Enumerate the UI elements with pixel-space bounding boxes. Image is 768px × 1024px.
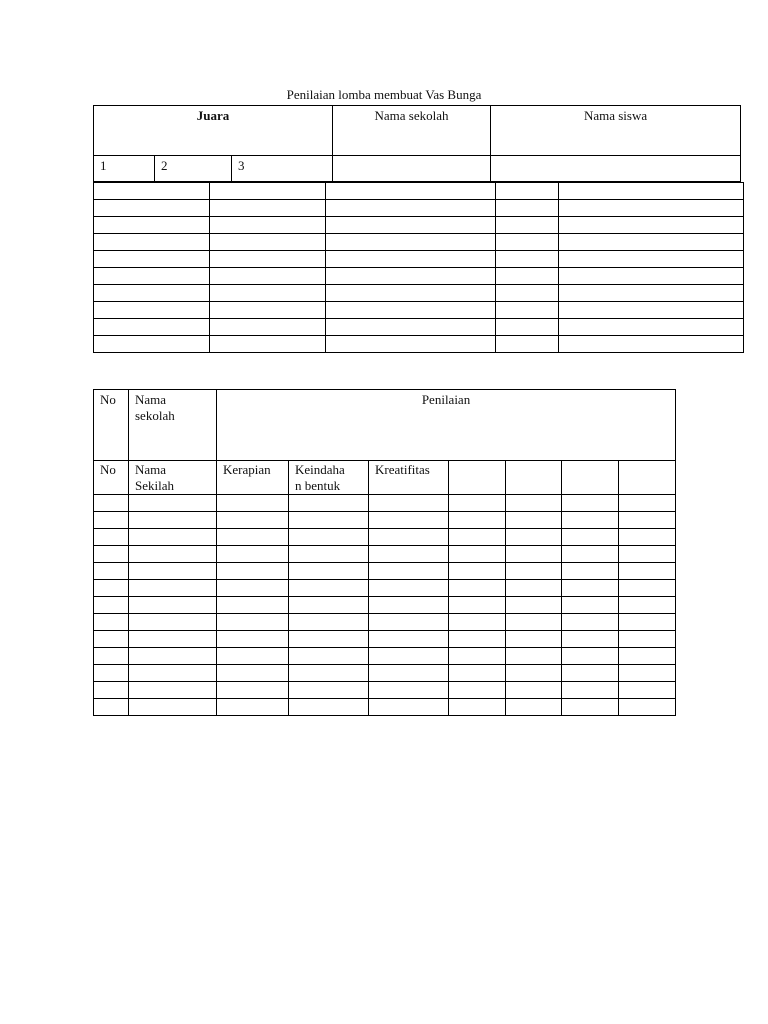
score-column-9	[619, 461, 676, 495]
table-row	[94, 631, 676, 648]
table-cell	[496, 336, 559, 353]
keindahan-bentuk-subheader: Keindaha n bentuk	[289, 461, 369, 495]
table-cell	[289, 512, 369, 529]
table-cell	[217, 665, 289, 682]
table-cell	[326, 217, 496, 234]
table-cell	[496, 251, 559, 268]
table-cell	[129, 546, 217, 563]
table-cell	[562, 512, 619, 529]
rank-3-cell: 3	[232, 156, 333, 182]
table-cell	[326, 268, 496, 285]
table-cell	[217, 597, 289, 614]
table-row	[94, 648, 676, 665]
table-row	[94, 682, 676, 699]
table-cell	[449, 563, 506, 580]
table-cell	[369, 648, 449, 665]
juara-header: Juara	[94, 106, 333, 156]
table-cell	[326, 234, 496, 251]
table-cell	[129, 665, 217, 682]
table-cell	[326, 302, 496, 319]
table-cell	[369, 614, 449, 631]
table-cell	[506, 580, 562, 597]
table-cell	[217, 512, 289, 529]
table-cell	[129, 563, 217, 580]
table-cell	[449, 580, 506, 597]
table-cell	[129, 529, 217, 546]
table-cell	[559, 183, 744, 200]
table-cell	[496, 217, 559, 234]
table-cell	[619, 546, 676, 563]
table-cell	[562, 665, 619, 682]
table-cell	[289, 495, 369, 512]
rank-1-cell: 1	[94, 156, 155, 182]
table-cell	[129, 495, 217, 512]
table-cell	[217, 699, 289, 716]
table-cell	[562, 614, 619, 631]
table-row	[94, 268, 744, 285]
kreatifitas-subheader: Kreatifitas	[369, 461, 449, 495]
table-cell	[210, 268, 326, 285]
table-cell	[449, 597, 506, 614]
table-cell	[94, 251, 210, 268]
table-cell	[217, 648, 289, 665]
table-cell	[496, 183, 559, 200]
table-cell	[94, 302, 210, 319]
table-cell	[289, 614, 369, 631]
table-row	[94, 699, 676, 716]
table-cell	[506, 665, 562, 682]
penilaian-header: Penilaian	[217, 390, 676, 461]
table-cell	[559, 251, 744, 268]
table-cell	[506, 546, 562, 563]
table-cell	[289, 597, 369, 614]
table-cell	[449, 631, 506, 648]
table-cell	[94, 495, 129, 512]
table-cell	[94, 631, 129, 648]
table-cell	[559, 217, 744, 234]
table-cell	[496, 268, 559, 285]
page-title: Penilaian lomba membuat Vas Bunga	[286, 87, 482, 102]
winners-table	[93, 105, 741, 182]
table-row	[94, 665, 676, 682]
table-cell	[129, 580, 217, 597]
table-cell	[129, 512, 217, 529]
table-cell	[289, 546, 369, 563]
table-cell	[94, 699, 129, 716]
table-cell	[369, 529, 449, 546]
table-row	[94, 614, 676, 631]
table-cell	[129, 597, 217, 614]
table-cell	[94, 183, 210, 200]
table-cell	[619, 597, 676, 614]
table-cell	[496, 234, 559, 251]
table-cell	[94, 217, 210, 234]
table-cell	[210, 234, 326, 251]
table-cell	[326, 319, 496, 336]
table-cell	[210, 200, 326, 217]
table-cell	[129, 682, 217, 699]
table-cell	[496, 285, 559, 302]
table-cell	[210, 319, 326, 336]
table-cell	[94, 285, 210, 302]
kerapian-subheader: Kerapian	[217, 461, 289, 495]
table-cell	[210, 336, 326, 353]
table-cell	[506, 512, 562, 529]
table-cell	[94, 319, 210, 336]
table-cell	[210, 183, 326, 200]
table-cell	[326, 285, 496, 302]
no-header: No	[94, 390, 129, 461]
table-cell	[449, 665, 506, 682]
table-cell	[506, 529, 562, 546]
table-cell	[369, 580, 449, 597]
table-cell	[619, 631, 676, 648]
table-row	[94, 580, 676, 597]
table-cell	[326, 183, 496, 200]
scoring-table	[93, 389, 676, 716]
score-column-6	[449, 461, 506, 495]
table-cell	[217, 495, 289, 512]
table-cell	[326, 200, 496, 217]
table-row	[94, 319, 744, 336]
table-cell	[619, 665, 676, 682]
table-cell	[289, 699, 369, 716]
table-cell	[94, 512, 129, 529]
table-cell	[619, 682, 676, 699]
table-row	[94, 234, 744, 251]
table-cell	[94, 268, 210, 285]
table-cell	[94, 234, 210, 251]
table-cell	[562, 597, 619, 614]
table-cell	[559, 336, 744, 353]
table-cell	[449, 682, 506, 699]
table-cell	[217, 614, 289, 631]
nama-sekolah-header: Nama sekolah	[129, 390, 217, 461]
table-cell	[562, 648, 619, 665]
table-cell	[326, 251, 496, 268]
table-cell	[619, 648, 676, 665]
table-cell	[496, 302, 559, 319]
table-cell	[289, 563, 369, 580]
table-cell	[210, 217, 326, 234]
table-cell	[94, 597, 129, 614]
table-cell	[129, 614, 217, 631]
table-cell	[562, 580, 619, 597]
table-row	[94, 251, 744, 268]
table-cell	[289, 529, 369, 546]
table-cell	[559, 285, 744, 302]
table-cell	[217, 631, 289, 648]
table-cell	[94, 546, 129, 563]
table-cell	[94, 614, 129, 631]
table-cell	[94, 336, 210, 353]
table-cell	[506, 563, 562, 580]
table-cell	[449, 495, 506, 512]
table-cell	[217, 580, 289, 597]
table-cell	[559, 200, 744, 217]
table-cell	[559, 268, 744, 285]
table-cell	[210, 251, 326, 268]
table-cell	[562, 699, 619, 716]
table-cell	[619, 563, 676, 580]
table-cell	[94, 529, 129, 546]
table-cell	[619, 512, 676, 529]
table-cell	[559, 302, 744, 319]
table-cell	[217, 529, 289, 546]
table-cell	[94, 648, 129, 665]
table-cell	[449, 529, 506, 546]
table-row	[94, 336, 744, 353]
table-cell	[289, 682, 369, 699]
no-subheader: No	[94, 461, 129, 495]
table-cell	[94, 580, 129, 597]
table-cell	[94, 200, 210, 217]
table-cell	[369, 563, 449, 580]
table-cell	[559, 319, 744, 336]
table-cell	[619, 614, 676, 631]
rank-2-cell: 2	[155, 156, 232, 182]
table-cell	[289, 648, 369, 665]
table-cell	[562, 682, 619, 699]
blank-grid-table	[93, 182, 744, 353]
score-column-8	[562, 461, 619, 495]
table-row	[94, 563, 676, 580]
table-cell	[506, 597, 562, 614]
table-cell	[449, 512, 506, 529]
table-cell	[217, 563, 289, 580]
table-cell	[217, 682, 289, 699]
table-cell	[506, 699, 562, 716]
score-column-7	[506, 461, 562, 495]
table-cell	[369, 682, 449, 699]
table-cell	[559, 234, 744, 251]
table-cell	[619, 529, 676, 546]
nama-sekolah-cell	[333, 156, 491, 182]
table-row	[94, 512, 676, 529]
table-cell	[369, 546, 449, 563]
nama-sekilah-subheader: Nama Sekilah	[129, 461, 217, 495]
table-cell	[369, 512, 449, 529]
table-cell	[289, 580, 369, 597]
table-row	[94, 302, 744, 319]
table-cell	[449, 648, 506, 665]
table-cell	[506, 648, 562, 665]
table-cell	[94, 563, 129, 580]
nama-siswa-cell	[491, 156, 741, 182]
table-cell	[496, 319, 559, 336]
table-cell	[94, 665, 129, 682]
table-cell	[619, 699, 676, 716]
table-cell	[506, 631, 562, 648]
table-row	[94, 183, 744, 200]
table-cell	[562, 546, 619, 563]
table-cell	[496, 200, 559, 217]
table-row	[94, 546, 676, 563]
table-cell	[562, 563, 619, 580]
nama-sekolah-header: Nama sekolah	[333, 106, 491, 156]
table-cell	[369, 597, 449, 614]
table-cell	[619, 580, 676, 597]
table-cell	[369, 699, 449, 716]
table-cell	[369, 495, 449, 512]
table-cell	[289, 665, 369, 682]
table-cell	[562, 631, 619, 648]
table-row	[94, 529, 676, 546]
table-cell	[449, 614, 506, 631]
table-cell	[506, 614, 562, 631]
table-cell	[449, 546, 506, 563]
table-cell	[289, 631, 369, 648]
table-cell	[506, 682, 562, 699]
table-row	[94, 200, 744, 217]
table-cell	[129, 631, 217, 648]
nama-siswa-header: Nama siswa	[491, 106, 741, 156]
table-row	[94, 597, 676, 614]
table-cell	[506, 495, 562, 512]
table-row	[94, 217, 744, 234]
table-cell	[129, 699, 217, 716]
table-cell	[210, 302, 326, 319]
table-cell	[562, 495, 619, 512]
table-cell	[129, 648, 217, 665]
table-cell	[210, 285, 326, 302]
table-cell	[369, 631, 449, 648]
table-cell	[562, 529, 619, 546]
table-cell	[326, 336, 496, 353]
table-cell	[217, 546, 289, 563]
table-row	[94, 495, 676, 512]
table-cell	[94, 682, 129, 699]
table-cell	[449, 699, 506, 716]
table-row	[94, 285, 744, 302]
table-cell	[619, 495, 676, 512]
table-cell	[369, 665, 449, 682]
